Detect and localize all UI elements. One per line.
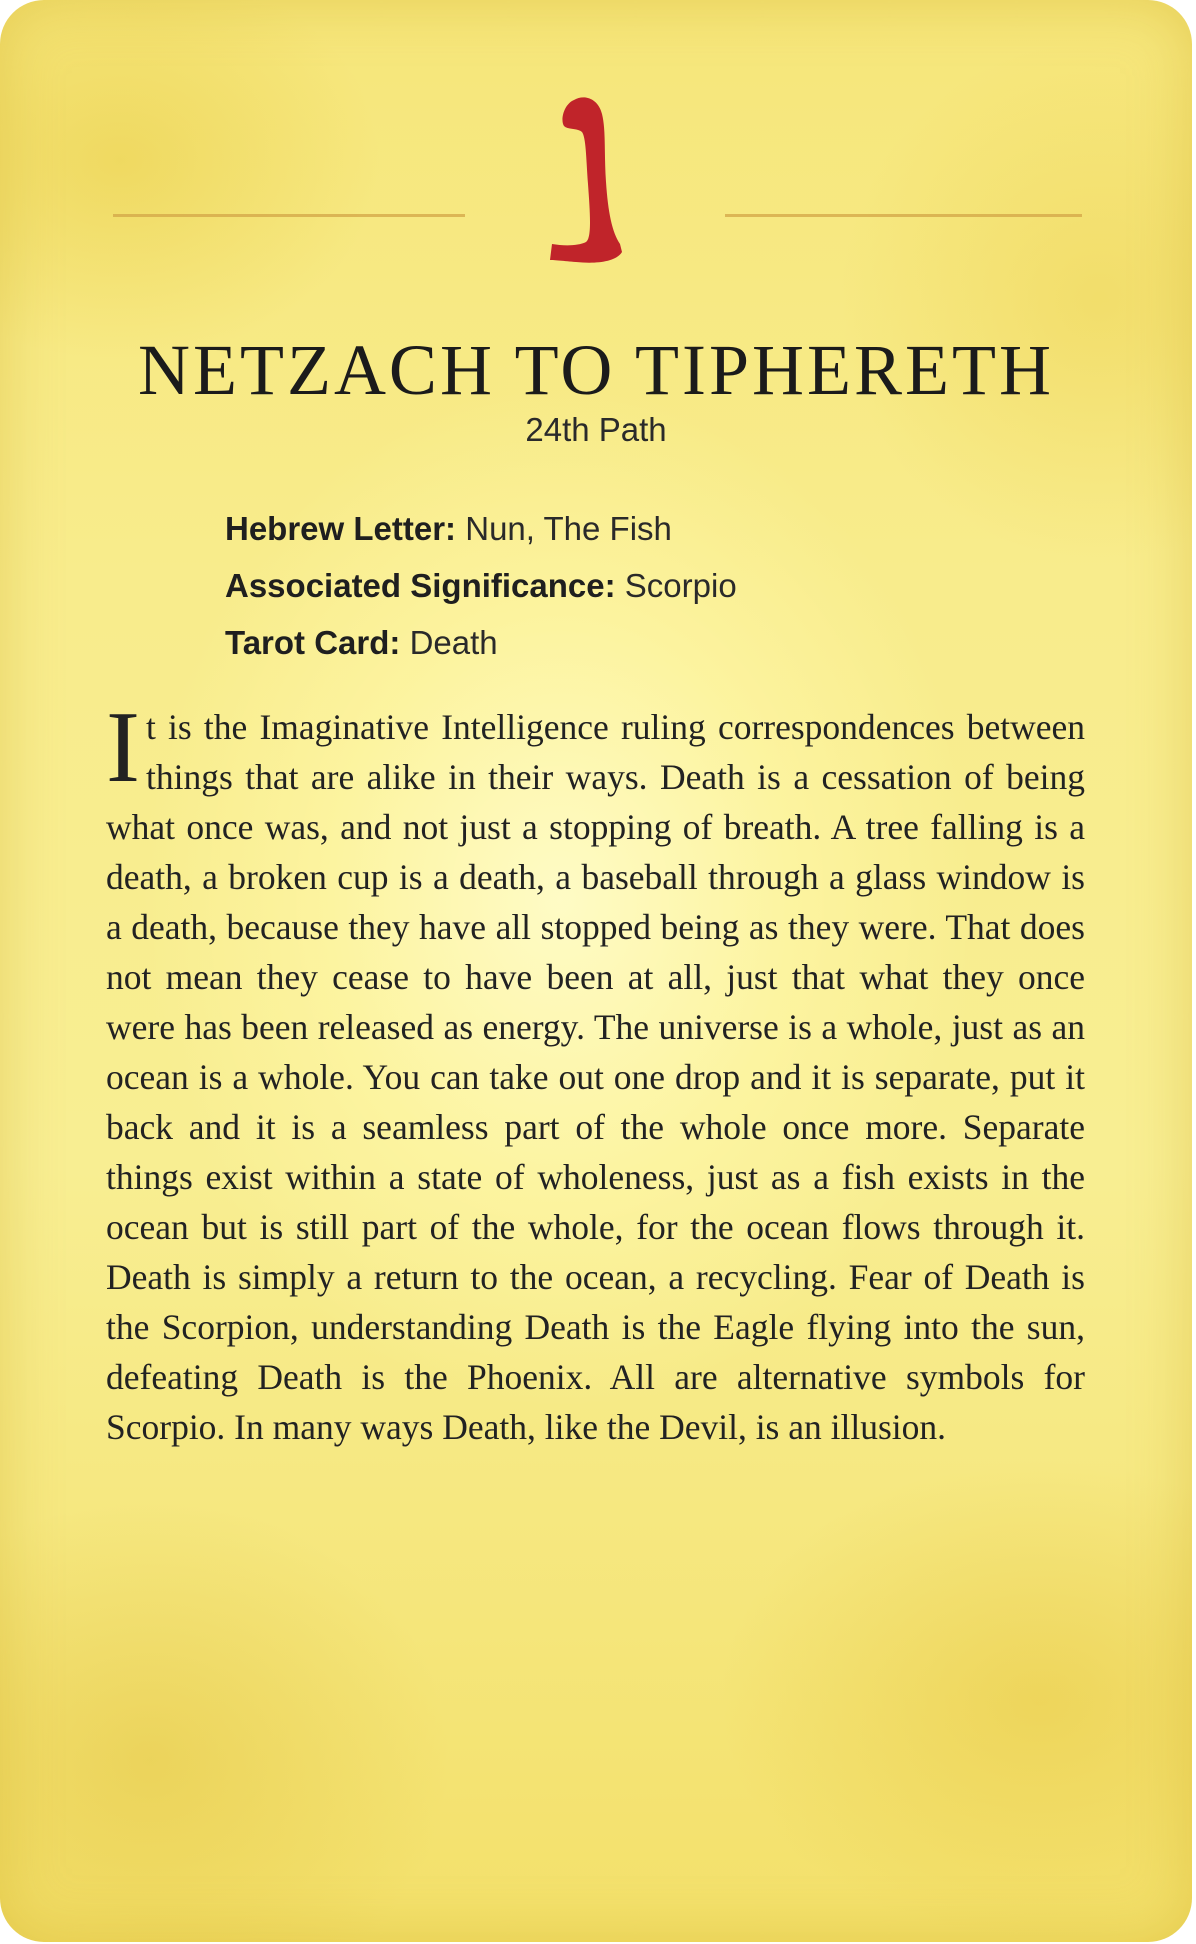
card-title: NETZACH TO TIPHERETH xyxy=(138,330,1054,410)
hebrew-nun-icon xyxy=(546,92,626,272)
ornament-line-left xyxy=(113,214,465,217)
attribute-associated-significance xyxy=(225,557,737,614)
body-paragraph: t is the Imaginative Intelligence ruling correspondences between things that are alike in their ways. Death is a cessation of being what once was, and not just a stopping of breath. A tree falling is a death, a broken cup is a death, a baseball through a glass window is a death, because they have all stopped being as they were. That does not mean they cease to have been at all, just that what they once were has been released as energy. The universe is a whole, just as an ocean is a whole. You can take out one drop and it is separate, put it back and it is a seamless part of the whole once more. Separate things exist within a state of wholeness, just as a fish exists in the ocean but is still part of the whole, for the ocean flows through it. Death is simply a return to the ocean, a recycling. Fear of Death is the Scorpion, understanding Death is the Eagle flying into the sun, defeating Death is the Phoenix. All are alternative symbols for Scorpio. In many ways Death, like the Devil, is an illusion. xyxy=(106,707,1085,1447)
attribute-hebrew-letter xyxy=(225,500,737,557)
attribute-label: Associated Significance: xyxy=(225,567,616,604)
ornament-line-right xyxy=(725,214,1082,217)
drop-cap: I xyxy=(106,691,140,804)
attribute-list xyxy=(225,500,737,671)
attribute-tarot-card xyxy=(225,614,737,671)
card-subtitle: 24th Path xyxy=(525,411,667,448)
attribute-value: Nun, The Fish xyxy=(465,510,672,547)
attribute-label: Hebrew Letter: xyxy=(225,510,457,547)
attribute-label: Tarot Card: xyxy=(225,624,401,661)
attribute-value: Scorpio xyxy=(624,567,737,604)
attribute-value: Death xyxy=(409,624,498,661)
card-body-text xyxy=(106,691,1085,1452)
